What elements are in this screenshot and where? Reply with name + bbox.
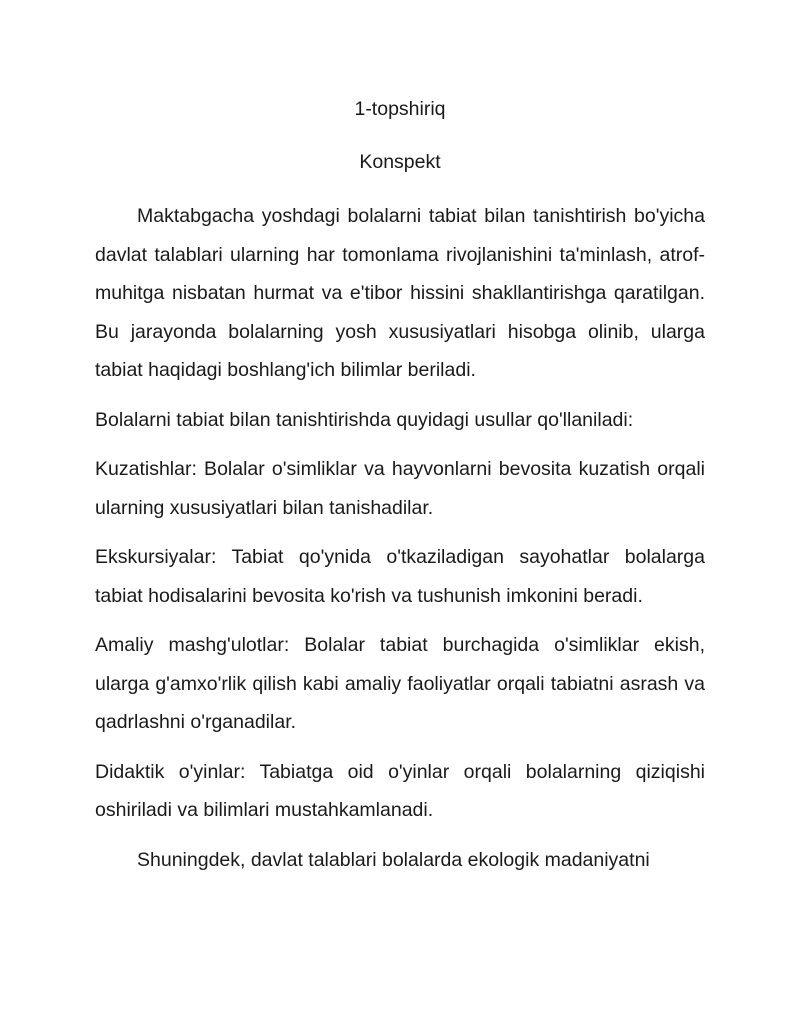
- paragraph-conclusion: Shuningdek, davlat talablari bolalarda ekologik madaniyatni: [137, 848, 650, 871]
- paragraph-observations: Kuzatishlar: Bolalar o'simliklar va hayvonlarni bevosita kuzatish orqali ularning xususiyatlari bilan tanishadilar.: [95, 458, 705, 519]
- paragraph-intro: Maktabgacha yoshdagi bolalarni tabiat bilan tanishtirish bo'yicha davlat talablari ularning har tomonlama rivojlanishini ta'minlash, atrof-muhitga nisbatan hurmat va e'tibor hissini shakllantirishga qaratilgan. Bu jarayonda bolalarning yosh xususiyatlari hisobga olinib, ularga tabiat haqidagi boshlang'ich bilimlar beriladi.: [95, 205, 705, 381]
- document-title: 1-topshiriq: [354, 98, 446, 120]
- paragraph-methods-lead: Bolalarni tabiat bilan tanishtirishda quyidagi usullar qo'llaniladi:: [95, 408, 634, 431]
- paragraph-excursions: Ekskursiyalar: Tabiat qo'ynida o'tkaziladigan sayohatlar bolalarga tabiat hodisalarini bevosita ko'rish va tushunish imkonini beradi.: [95, 546, 705, 607]
- paragraph-practical-lessons: Amaliy mashg'ulotlar: Bolalar tabiat burchagida o'simliklar ekish, ularga g'amxo'rlik qilish kabi amaliy faoliyatlar orqali tabiatni asrash va qadrlashni o'rganadilar.: [95, 634, 705, 733]
- paragraph-didactic-games: Didaktik o'yinlar: Tabiatga oid o'yinlar orqali bolalarning qiziqishi oshiriladi va bilimlari mustahkamlanadi.: [95, 760, 705, 821]
- document-subtitle: Konspekt: [359, 151, 441, 173]
